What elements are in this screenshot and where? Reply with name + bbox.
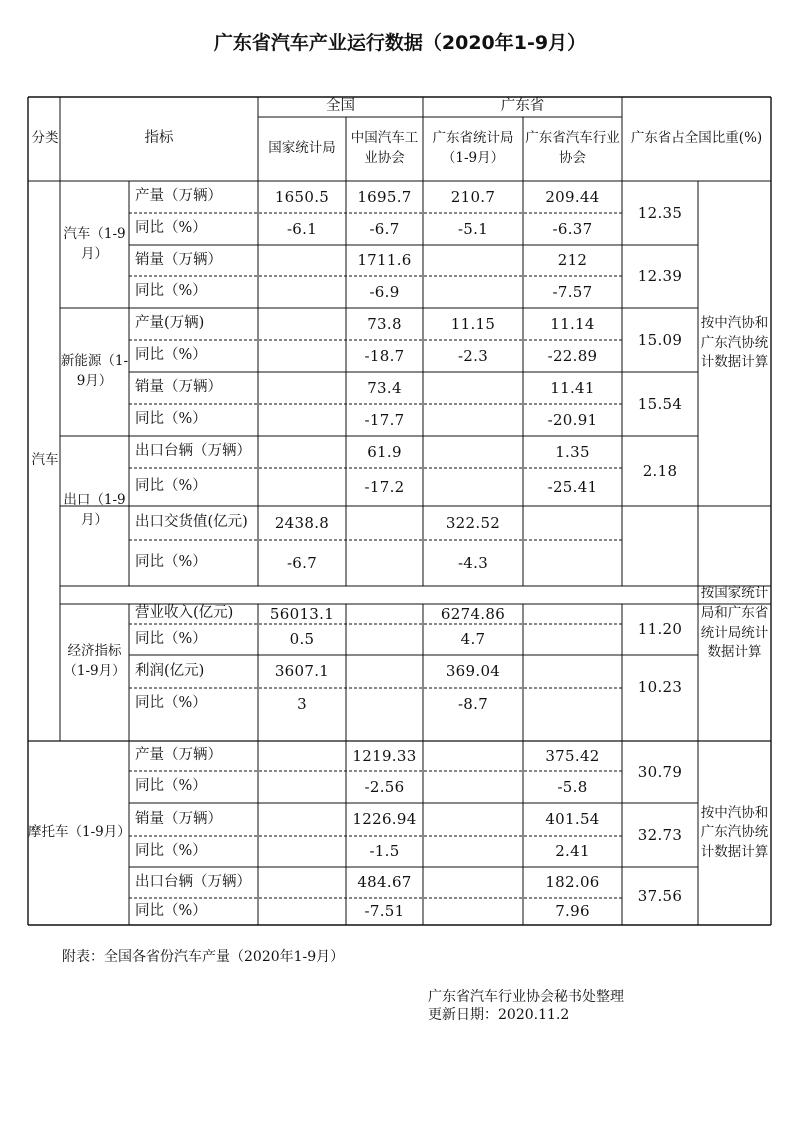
value-gds xyxy=(423,898,523,925)
value-caam: 1711.6 xyxy=(357,251,412,270)
value-gds xyxy=(423,771,523,803)
value-nbs xyxy=(258,898,346,925)
share-value: 15.54 xyxy=(637,394,683,413)
value-caam: 484.67 xyxy=(357,873,412,892)
value-gda: -7.57 xyxy=(552,282,593,301)
value-gda: 375.42 xyxy=(545,746,600,765)
value-gds xyxy=(423,245,523,276)
value-nbs xyxy=(258,404,346,436)
value-gds: 322.52 xyxy=(445,513,501,532)
value-caam xyxy=(346,688,423,720)
value-gda xyxy=(523,604,622,624)
row-label: 同比（%） xyxy=(135,695,207,712)
value-caam: 1219.33 xyxy=(352,746,417,765)
value-gda: -6.37 xyxy=(552,219,593,238)
header-national: 全国 xyxy=(326,98,355,115)
share-value: 2.18 xyxy=(642,461,678,480)
value-gds xyxy=(423,372,523,404)
row-label: 同比（%） xyxy=(135,347,207,364)
value-gds xyxy=(423,468,523,506)
value-nbs: -6.7 xyxy=(286,553,318,572)
category-motorcycle: 摩托车（1-9月） xyxy=(28,824,131,841)
value-gds xyxy=(423,741,523,771)
row-label: 利润(亿元) xyxy=(135,662,205,679)
value-gds xyxy=(423,404,523,436)
page-title: 广东省汽车产业运行数据（2020年1-9月） xyxy=(213,32,587,54)
value-gda: -20.91 xyxy=(547,410,598,429)
header-guangdong: 广东省 xyxy=(500,98,545,115)
value-caam xyxy=(346,655,423,688)
note-moto: 按中汽协和广东汽协统计数据计算 xyxy=(700,804,769,860)
row-label: 产量（万辆） xyxy=(135,747,222,764)
value-caam xyxy=(346,624,423,655)
value-gds: -4.3 xyxy=(457,553,489,572)
header-src-caam: 中国汽车工业协会 xyxy=(350,130,419,166)
value-gda: 209.44 xyxy=(545,187,600,206)
row-label: 出口台辆（万辆） xyxy=(135,443,251,460)
header-share: 广东省占全国比重(%) xyxy=(630,130,763,147)
row-label: 同比（%） xyxy=(135,554,207,571)
value-caam xyxy=(346,604,423,624)
share-value: 15.09 xyxy=(637,330,683,349)
value-caam: -6.9 xyxy=(369,282,400,301)
row-label: 同比（%） xyxy=(135,902,207,919)
value-gda xyxy=(523,540,622,586)
value-gda xyxy=(523,506,622,540)
value-gds xyxy=(423,803,523,836)
value-caam: -17.2 xyxy=(364,477,405,496)
row-label: 同比（%） xyxy=(135,478,207,495)
share-value xyxy=(622,506,698,586)
header-src-gd-assoc: 广东省汽车行业协会 xyxy=(525,130,620,166)
header-src-nbs: 国家统计局 xyxy=(268,140,336,157)
value-gda: -25.41 xyxy=(547,477,598,496)
value-gda: 212 xyxy=(557,251,588,270)
value-gda: 11.41 xyxy=(550,378,595,397)
row-label: 同比（%） xyxy=(135,842,207,859)
row-label: 出口台辆（万辆） xyxy=(135,873,251,890)
value-nbs xyxy=(258,308,346,340)
group-export: 出口（1-9月） xyxy=(63,492,126,528)
row-label: 同比（%） xyxy=(135,220,207,237)
value-gds: -2.3 xyxy=(457,346,489,365)
value-nbs xyxy=(258,436,346,468)
value-nbs xyxy=(258,245,346,276)
value-gda: 1.35 xyxy=(555,442,590,461)
value-nbs: 3 xyxy=(297,694,307,713)
value-gda xyxy=(523,655,622,688)
value-gda: -5.8 xyxy=(557,777,588,796)
group-car: 汽车（1-9月） xyxy=(63,225,126,262)
value-gds xyxy=(423,867,523,898)
value-caam: -6.7 xyxy=(369,219,400,238)
value-nbs xyxy=(258,340,346,372)
value-nbs xyxy=(258,741,346,771)
value-gda xyxy=(523,624,622,655)
group-new-energy: 新能源（1-9月） xyxy=(60,353,129,389)
value-nbs: -6.1 xyxy=(286,219,318,238)
share-value: 12.39 xyxy=(637,267,683,286)
row-label: 同比（%） xyxy=(135,630,207,647)
row-label: 同比（%） xyxy=(135,411,207,428)
value-caam xyxy=(346,540,423,586)
value-nbs: 2438.8 xyxy=(274,513,330,532)
value-gda: 2.41 xyxy=(555,842,590,861)
value-gda: 401.54 xyxy=(545,810,600,829)
row-label: 销量（万辆） xyxy=(135,379,222,396)
value-nbs: 0.5 xyxy=(289,630,315,649)
row-label: 同比（%） xyxy=(135,283,207,300)
note-caam: 按中汽协和广东汽协统计数据计算 xyxy=(700,315,769,371)
row-label: 产量(万辆) xyxy=(135,315,205,332)
value-gds: -8.7 xyxy=(457,694,489,713)
row-label: 产量（万辆） xyxy=(135,188,222,205)
value-caam xyxy=(346,506,423,540)
row-label: 出口交货值(亿元) xyxy=(135,514,248,531)
row-label: 销量（万辆） xyxy=(135,810,222,827)
value-caam: -18.7 xyxy=(364,346,405,365)
appendix-link[interactable]: 附表：全国各省份汽车产量（2020年1-9月） xyxy=(62,949,345,965)
value-gds: 369.04 xyxy=(445,662,501,681)
value-caam: -7.51 xyxy=(364,902,405,921)
share-value: 11.20 xyxy=(637,620,683,639)
value-nbs xyxy=(258,771,346,803)
row-label: 销量（万辆） xyxy=(135,251,222,268)
share-value: 32.73 xyxy=(637,825,683,844)
group-economic: 经济指标（1-9月） xyxy=(63,643,126,679)
compiled-by: 广东省汽车行业协会秘书处整理 xyxy=(428,989,624,1005)
value-caam: -1.5 xyxy=(369,842,400,861)
value-caam: 73.4 xyxy=(367,378,402,397)
value-caam: 1695.7 xyxy=(357,187,412,206)
category-car: 汽车 xyxy=(31,452,59,469)
row-label: 同比（%） xyxy=(135,778,207,795)
value-nbs: 3607.1 xyxy=(274,662,330,681)
value-nbs xyxy=(258,276,346,308)
value-nbs xyxy=(258,867,346,898)
header-category: 分类 xyxy=(31,130,59,147)
value-gds: -5.1 xyxy=(457,219,489,238)
value-gds: 210.7 xyxy=(450,187,496,206)
share-value: 37.56 xyxy=(637,886,683,905)
value-caam: 73.8 xyxy=(367,314,402,333)
header-indicator: 指标 xyxy=(144,130,174,147)
value-gda: -22.89 xyxy=(547,346,598,365)
value-nbs xyxy=(258,803,346,836)
value-caam: -2.56 xyxy=(364,777,405,796)
value-gds: 4.7 xyxy=(460,630,486,649)
value-gda: 7.96 xyxy=(555,902,590,921)
share-value: 10.23 xyxy=(637,678,683,697)
value-gda: 11.14 xyxy=(550,314,595,333)
value-nbs: 1650.5 xyxy=(274,187,330,206)
value-gds xyxy=(423,836,523,867)
value-nbs xyxy=(258,372,346,404)
value-gds: 6274.86 xyxy=(440,604,506,623)
share-value: 12.35 xyxy=(637,203,683,222)
value-gds: 11.15 xyxy=(450,314,496,333)
value-gda: 182.06 xyxy=(545,873,600,892)
header-src-gd-stats: 广东省统计局（1-9月） xyxy=(432,130,514,166)
value-caam: 61.9 xyxy=(367,442,402,461)
value-gda xyxy=(523,688,622,720)
value-gds xyxy=(423,436,523,468)
row-label: 营业收入(亿元) xyxy=(135,605,234,622)
value-nbs: 56013.1 xyxy=(269,604,335,623)
value-gds xyxy=(423,276,523,308)
share-value: 30.79 xyxy=(637,762,683,781)
value-caam: -17.7 xyxy=(364,410,405,429)
value-nbs xyxy=(258,836,346,867)
update-date: 更新日期：2020.11.2 xyxy=(428,1007,570,1023)
value-caam: 1226.94 xyxy=(352,810,417,829)
note-nbs: 按国家统计局和广东省统计局统计数据计算 xyxy=(700,585,769,661)
value-nbs xyxy=(258,468,346,506)
